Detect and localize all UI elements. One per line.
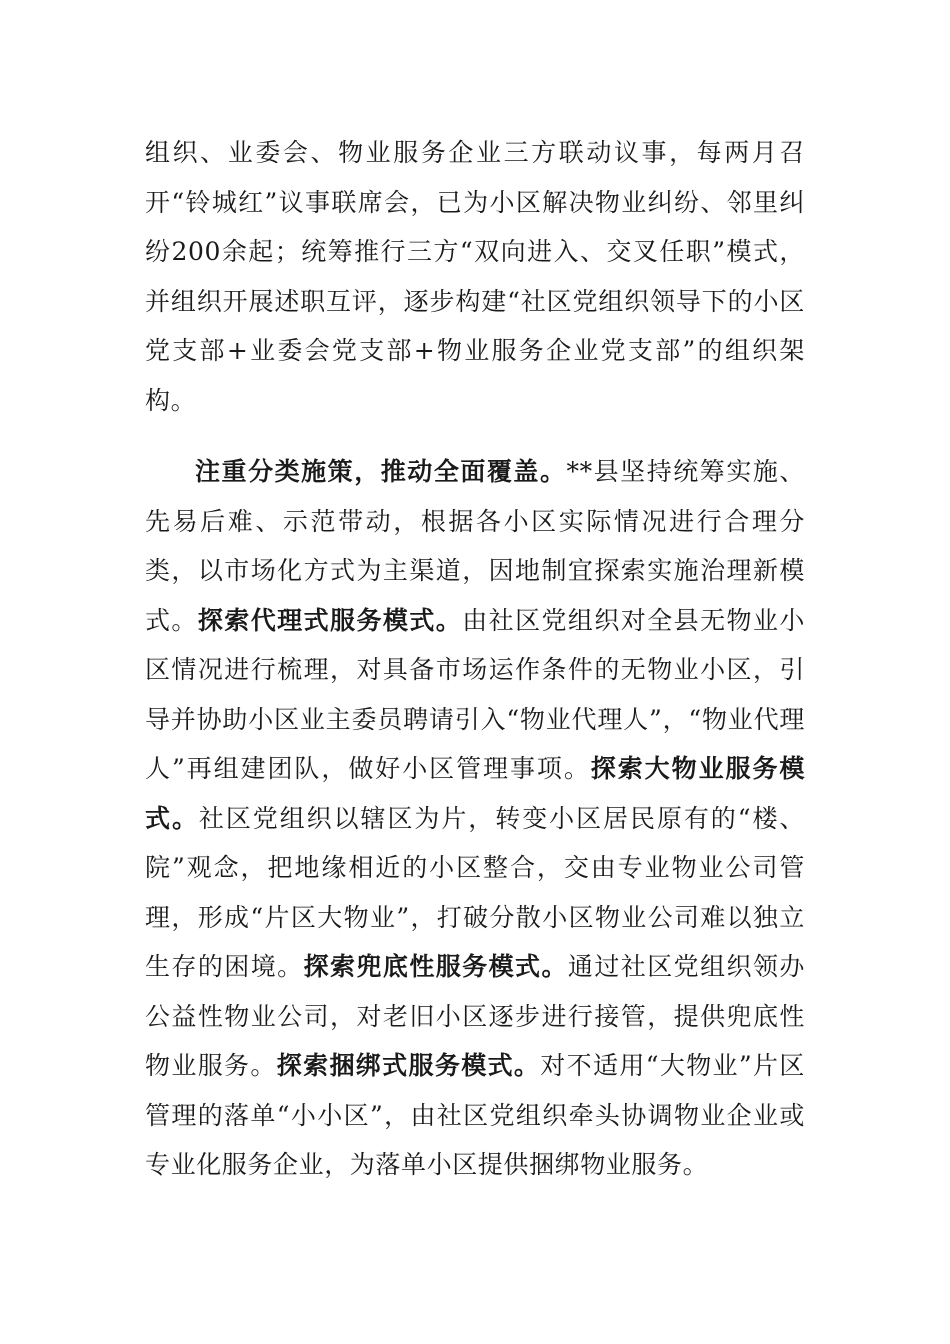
mode-text-bundled: 对不适用“大物业”片区管理的落单“小小区”，由社区党组织牵头协调物业企业或专业化服务企业，为落单小区提供捆绑物业服务。: [145, 1051, 805, 1179]
section-heading: 注重分类施策，推动全面覆盖。: [195, 457, 567, 486]
mode-text-agency: 由社区党组织对全县无物业小区情况进行梳理，对具备市场运作条件的无物业小区，引导并协助小区业主委员聘请引入“物业代理人”，“物业代理人”再组建团队，做好小区管理事项。: [145, 605, 805, 783]
paragraph-classified-policy: [145, 447, 805, 1190]
mode-title-fallback: 探索兜底性服务模式。: [303, 952, 568, 981]
mode-title-bundled: 探索捆绑式服务模式。: [276, 1051, 541, 1080]
paragraph-party-organization: 组织、业委会、物业服务企业三方联动议事，每两月召开“铃城红”议事联席会，已为小区解决物业纠纷、邻里纠纷200余起；统筹推行三方“双向进入、交叉任职”模式，并组织开展述职互评，逐步构建“社区党组织领导下的小区党支部+业委会党支部+物业服务企业党支部”的组织架构。: [145, 138, 805, 415]
mode-text-large-property: 社区党组织以辖区为片，转变小区居民原有的“楼、院”观念，把地缘相近的小区整合，交由专业物业公司管理，形成“片区大物业”，打破分散小区物业公司难以独立生存的困境。: [145, 803, 805, 981]
document-body: [145, 128, 805, 1190]
section-intro-text: **县坚持统筹实施、先易后难、示范带动，根据各小区实际情况进行合理分类，以市场化方式为主渠道，因地制宜探索实施治理新模式。: [145, 457, 805, 635]
mode-title-large-property: 探索大物业服务模式。: [145, 754, 805, 833]
mode-text-fallback: 通过社区党组织领办公益性物业公司，对老旧小区逐步进行接管，提供兜底性物业服务。: [145, 952, 805, 1080]
mode-title-agency: 探索代理式服务模式。: [197, 605, 463, 635]
